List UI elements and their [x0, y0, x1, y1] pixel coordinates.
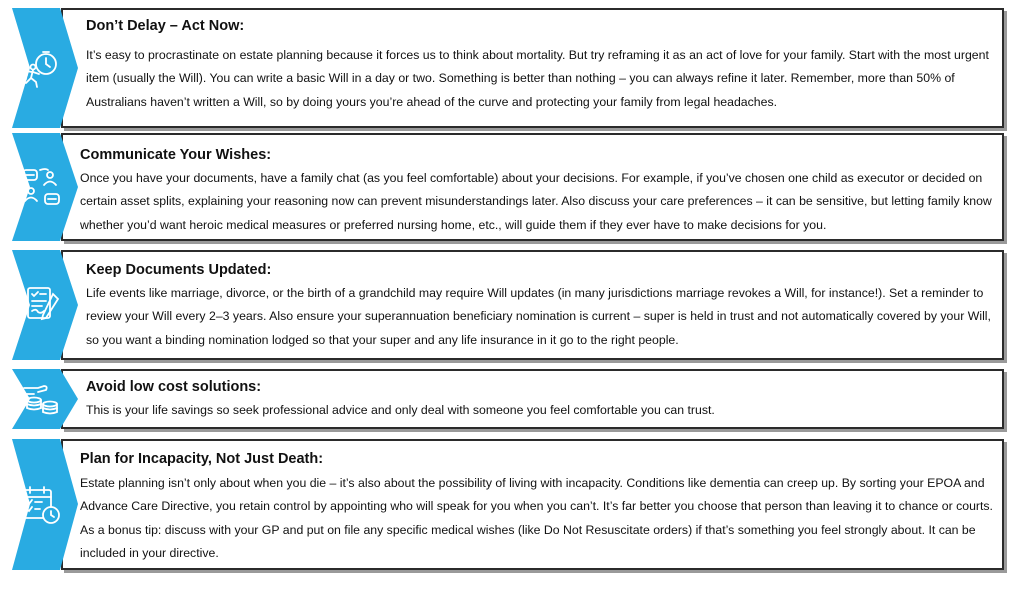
- tip-body: This is your life savings so seek professional advice and only deal with someone you feel comfortable you can trust.: [86, 403, 715, 417]
- calendar-clock-icon: [20, 484, 62, 526]
- tip-title: Don’t Delay – Act Now:: [86, 18, 245, 34]
- tip-card: [12, 133, 1004, 241]
- document-checklist-icon: [20, 284, 62, 326]
- tip-title: Communicate Your Wishes:: [80, 147, 272, 163]
- tip-body: It’s easy to procrastinate on estate planning because it forces us to think about mortality. But try reframing it as an act of love for your family. Start with the most urgent item (usually the Will). You can write a basic Will in a day or two. Something is better than nothing – you can always refine it later. Remember, more than 50% of Australians haven’t written a Will, so by doing yours you’re ahead of the curve and protecting your family from legal headaches.: [86, 48, 989, 109]
- tip-card: [12, 250, 1004, 360]
- tip-tab: [12, 133, 78, 241]
- tip-title: Plan for Incapacity, Not Just Death:: [80, 451, 324, 467]
- tip-card: [12, 439, 1004, 570]
- coins-hand-icon: [20, 378, 62, 420]
- tip-title: Avoid low cost solutions:: [86, 379, 262, 395]
- tip-body: Life events like marriage, divorce, or the birth of a grandchild may require Will updates (in many jurisdictions marriage revokes a Will, for instance!). Set a reminder to review your Will every 2–3 years. Also ensure your superannuation beneficiary nomination is current – super is held in trust and not automatically covered by your Will, so you want a binding nomination lodged so that your super and any life insurance in it go to the right people.: [86, 286, 991, 347]
- tip-card: [12, 8, 1004, 128]
- tip-title: Keep Documents Updated:: [86, 262, 272, 278]
- tip-tab: [12, 439, 78, 570]
- tip-body: Estate planning isn’t only about when you die – it’s also about the possibility of living with incapacity. Conditions like dementia can creep up. By sorting your EPOA and Advance Care Directive, you retain control by appointing who will speak for you when you can’t. It’s far better you choose that person than leaving it to chance or courts. As a bonus tip: discuss with your GP and put on file any specific medical wishes (like Do Not Resuscitate orders) if that’s something you feel strongly about. It can be included in your directive.: [80, 476, 993, 560]
- tip-tab: [12, 250, 78, 360]
- tip-card: [12, 369, 1004, 429]
- tip-body: Once you have your documents, have a family chat (as you feel comfortable) about your decisions. For example, if you’ve chosen one child as executor or decided on certain asset splits, explaining your reasoning now can prevent misunderstandings later. Also discuss your care preferences – it can be sensitive, but letting family know whether you’d want heroic medical measures or preferred nursing home, etc., will guide them if they ever have to make decisions for you.: [80, 171, 992, 232]
- running-clock-icon: [20, 47, 62, 89]
- tip-tab: [12, 369, 78, 429]
- tip-tab: [12, 8, 78, 128]
- communication-people-icon: [20, 166, 62, 208]
